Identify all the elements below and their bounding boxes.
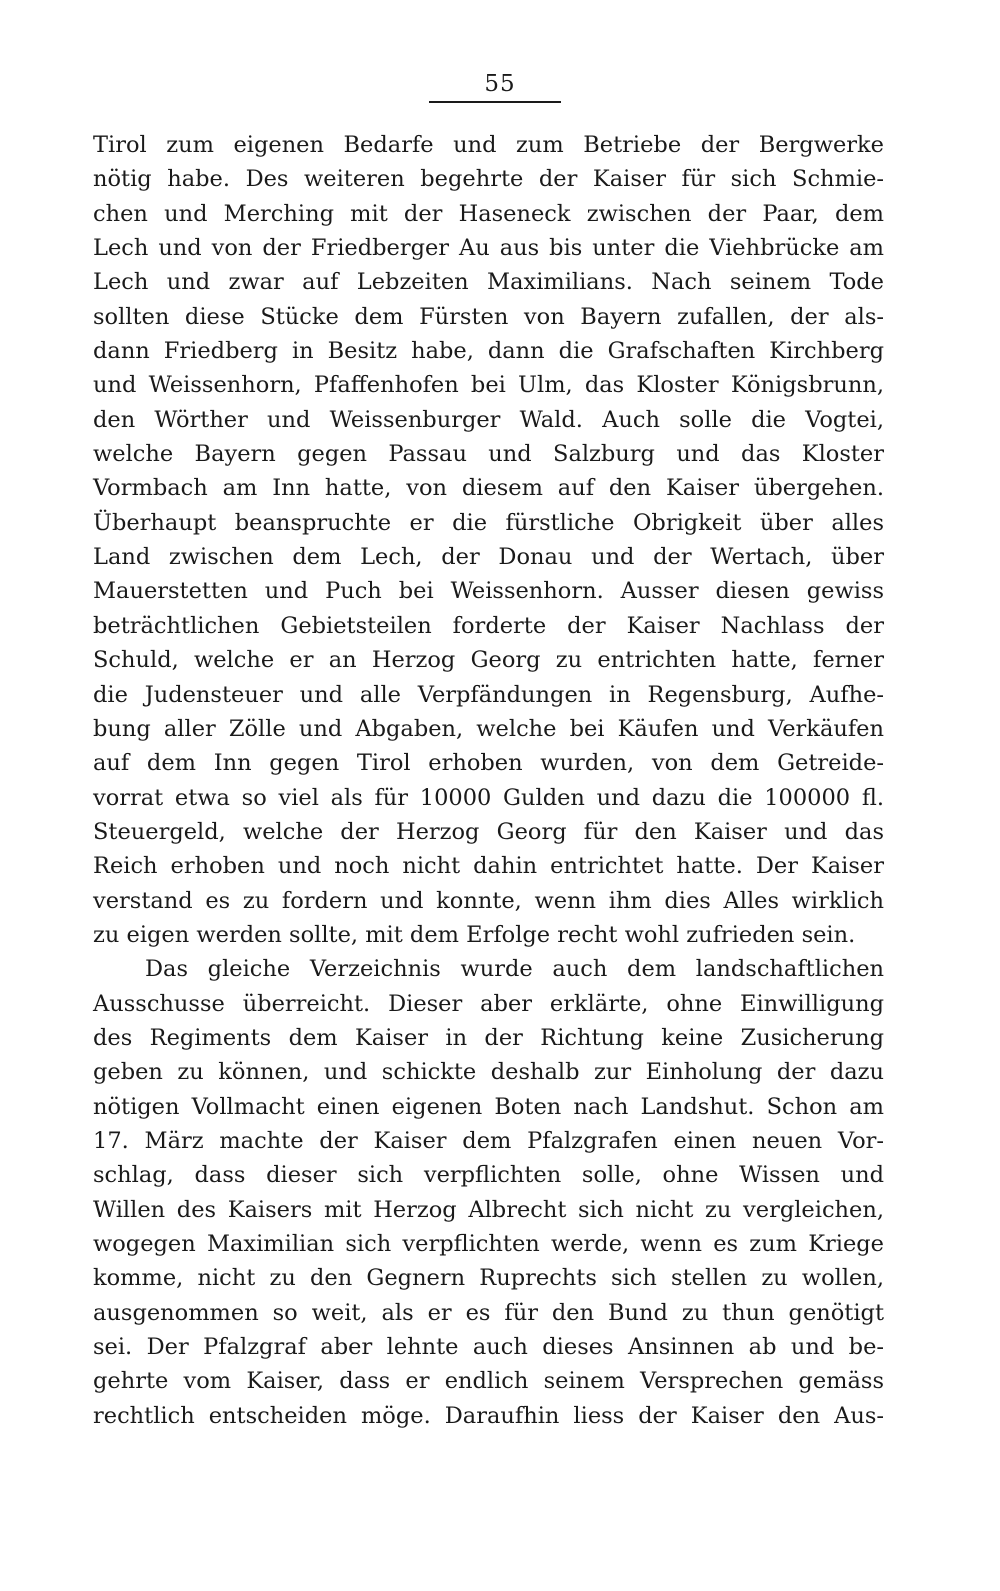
text-line: Reich erhoben und noch nicht dahin entrichtet hatte. Der Kaiser: [93, 853, 884, 880]
text-line: beträchtlichen Gebietsteilen forderte der Kaiser Nachlass der: [93, 612, 884, 639]
text-line: Tirol zum eigenen Bedarfe und zum Betriebe der Bergwerke: [93, 132, 884, 158]
text-line: nötig habe. Des weiteren begehrte der Kaiser für sich Schmie-: [93, 166, 884, 193]
text-line: verstand es zu fordern und konnte, wenn ihm dies Alles wirklich: [93, 887, 884, 914]
text-line: Schuld, welche er an Herzog Georg zu entrichten hatte, ferner: [93, 647, 884, 674]
text-line: geben zu können, und schickte deshalb zur Einholung der dazu: [93, 1059, 884, 1086]
text-line: Vormbach am Inn hatte, von diesem auf den Kaiser übergehen.: [93, 475, 884, 502]
text-line: Mauerstetten und Puch bei Weissenhorn. Ausser diesen gewiss: [93, 578, 884, 605]
text-line: nötigen Vollmacht einen eigenen Boten nach Landshut. Schon am: [93, 1093, 884, 1120]
text-line: sollten diese Stücke dem Fürsten von Bayern zufallen, der als-: [93, 303, 884, 330]
text-line: Überhaupt beanspruchte er die fürstliche Obrigkeit über alles: [93, 509, 884, 536]
text-line: welche Bayern gegen Passau und Salzburg und das Kloster: [93, 441, 884, 468]
text-line: Ausschusse überreicht. Dieser aber erklärte, ohne Einwilligung: [93, 990, 884, 1017]
text-line: die Judensteuer und alle Verpfändungen in Regensburg, Aufhe-: [93, 681, 884, 708]
text-line: sei. Der Pfalzgraf aber lehnte auch dieses Ansinnen ab und be-: [93, 1334, 884, 1361]
text-line: wogegen Maximilian sich verpflichten werde, wenn es zum Kriege: [93, 1231, 884, 1257]
text-line: Willen des Kaisers mit Herzog Albrecht sich nicht zu vergleichen,: [93, 1196, 884, 1223]
text-line: gehrte vom Kaiser, dass er endlich seinem Versprechen gemäss: [93, 1368, 884, 1395]
text-line: auf dem Inn gegen Tirol erhoben wurden, von dem Getreide-: [93, 750, 884, 777]
page-number-rule: [429, 101, 561, 103]
text-line: und Weissenhorn, Pfaffenhofen bei Ulm, das Kloster Königsbrunn,: [93, 372, 884, 399]
text-line: 17. März machte der Kaiser dem Pfalzgrafen einen neuen Vor-: [93, 1127, 884, 1154]
text-line: des Regiments dem Kaiser in der Richtung keine Zusicherung: [93, 1024, 884, 1051]
body-text: [93, 128, 884, 1433]
text-line: Das gleiche Verzeichnis wurde auch dem landschaftlichen: [145, 956, 884, 983]
text-line: Steuergeld, welche der Herzog Georg für den Kaiser und das: [93, 818, 884, 845]
text-line: ausgenommen so weit, als er es für den Bund zu thun genötigt: [93, 1299, 884, 1326]
page-number: 55: [484, 71, 516, 97]
text-line: vorrat etwa so viel als für 10000 Gulden und dazu die 100000 fl.: [93, 784, 884, 811]
text-line: den Wörther und Weissenburger Wald. Auch solle die Vogtei,: [93, 406, 884, 433]
text-line: rechtlich entscheiden möge. Daraufhin liess der Kaiser den Aus-: [93, 1402, 884, 1429]
text-line: Lech und von der Friedberger Au aus bis unter die Viehbrücke am: [93, 235, 884, 262]
text-line: schlag, dass dieser sich verpflichten solle, ohne Wissen und: [93, 1162, 884, 1189]
text-line: Land zwischen dem Lech, der Donau und der Wertach, über: [93, 544, 884, 571]
text-line: komme, nicht zu den Gegnern Ruprechts sich stellen zu wollen,: [93, 1265, 884, 1292]
text-line: Lech und zwar auf Lebzeiten Maximilians. Nach seinem Tode: [93, 269, 884, 296]
text-line: dann Friedberg in Besitz habe, dann die Grafschaften Kirchberg: [93, 338, 884, 365]
text-line: bung aller Zölle und Abgaben, welche bei Käufen und Verkäufen: [93, 715, 884, 742]
text-line: zu eigen werden sollte, mit dem Erfolge recht wohl zufrieden sein.: [93, 921, 856, 948]
text-line: chen und Merching mit der Haseneck zwischen der Paar, dem: [93, 200, 884, 227]
